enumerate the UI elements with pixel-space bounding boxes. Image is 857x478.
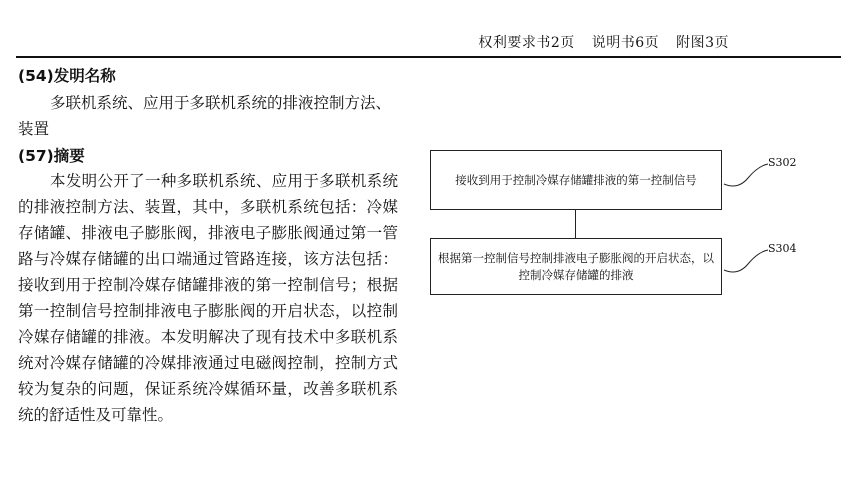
bibliographic-column — [18, 64, 398, 428]
invention-name-text: 多联机系统、应用于多联机系统的排液控制方法、装置 — [18, 94, 392, 138]
flow-step-box-s302 — [430, 150, 722, 210]
claims-page-count: 权利要求书2页 — [478, 35, 575, 51]
flow-connector — [575, 210, 576, 238]
page-count-header — [466, 32, 729, 52]
leader-line-s304 — [722, 246, 770, 276]
flow-step-box-s304 — [430, 238, 722, 295]
abstract-heading: (57)摘要 — [18, 147, 85, 165]
flow-step-label-s304: S304 — [768, 242, 797, 255]
flow-step-label-s302: S302 — [768, 156, 797, 169]
drawings-page-count: 附图3页 — [676, 35, 729, 51]
header-rule — [16, 56, 841, 58]
abstract-text: 本发明公开了一种多联机系统、应用于多联机系统的排液控制方法、装置，其中，多联机系统包括：冷媒存储罐、排液电子膨胀阀，排液电子膨胀阀通过第一管路与冷媒存储罐的出口端通过管路连接，该方法包括：接收到用于控制冷媒存储罐排液的第一控制信号；根据第一控制信号控制排液电子膨胀阀的开启状态，以控制冷媒存储罐的排液。本发明解决了现有技术中多联机系统对冷媒存储罐的冷媒排液通过电磁阀控制，控制方式较为复杂的问题，保证系统冷媒循环量，改善多联机系统的舒适性及可靠性。 — [18, 172, 398, 424]
description-page-count: 说明书6页 — [591, 35, 660, 51]
invention-name-heading: (54)发明名称 — [18, 67, 116, 85]
flow-step-text-s304: 根据第一控制信号控制排液电子膨胀阀的开启状态，以控制冷媒存储罐的排液 — [438, 250, 714, 282]
flowchart — [428, 146, 828, 306]
leader-line-s302 — [722, 160, 770, 190]
flow-step-text-s302: 接收到用于控制冷媒存储罐排液的第一控制信号 — [455, 172, 697, 187]
